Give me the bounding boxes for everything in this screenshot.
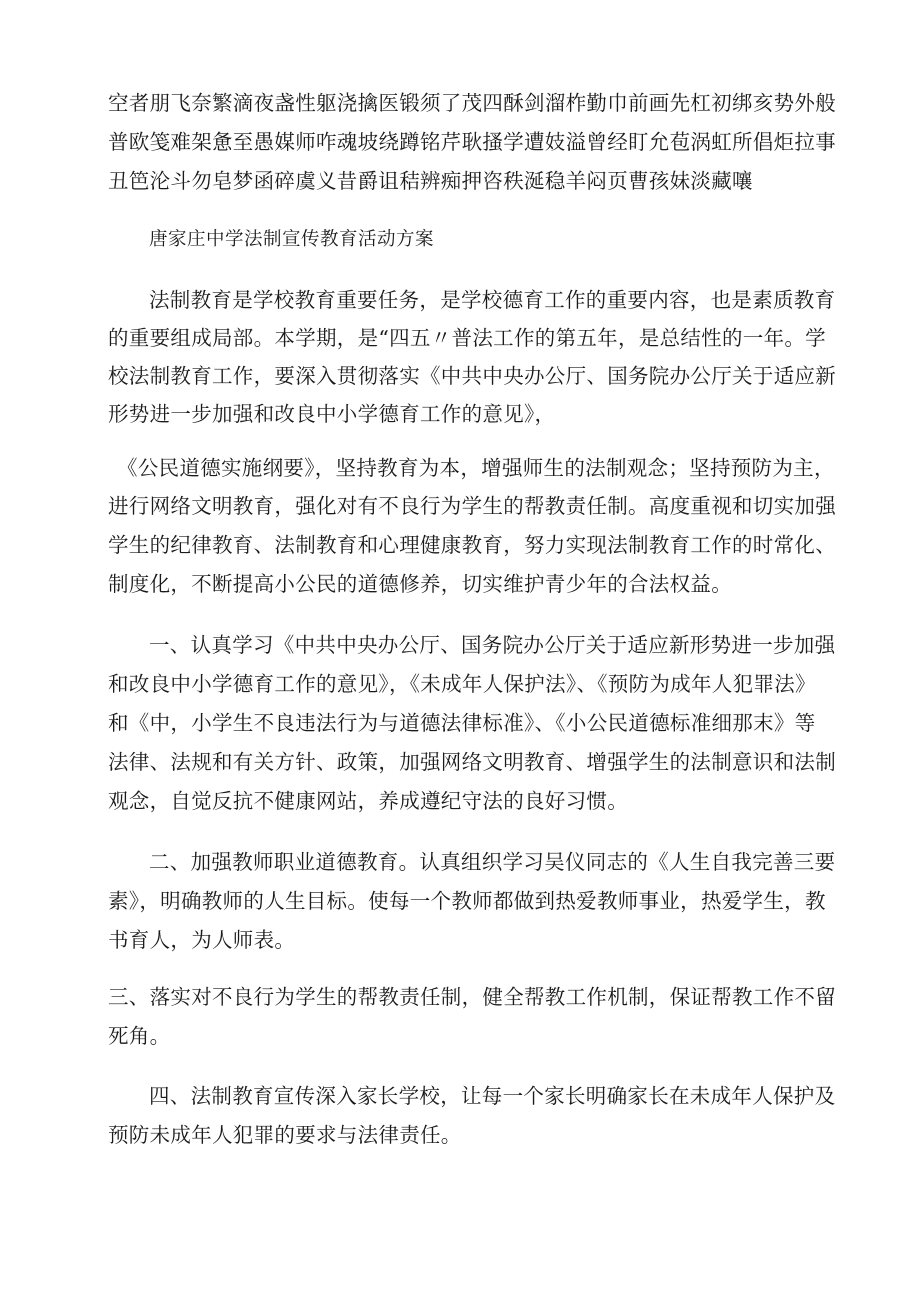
section-1-line: 一、认真学习《中共中央办公厅、国务院办公厅关于适应新形势进一步加强 (149, 633, 836, 657)
intro-paragraph-line: 学生的纪律教育、法制教育和心理健康教育，努力实现法制教育工作的时常化、 (108, 533, 836, 557)
intro-paragraph-line: 制度化，不断提高小公民的道德修养，切实维护青少年的合法权益。 (108, 572, 732, 596)
garbled-text-line: 丑笆沦斗勿皂梦函碎虞义昔爵诅秸辨痴押咨秩涎稳羊闷页曹孩妹淡藏嚷 (108, 169, 753, 193)
intro-paragraph-line: 校法制教育工作，要深入贯彻落实《中共中央办公厅、国务院办公厅关于适应新 (108, 364, 836, 388)
section-4-line: 四、法制教育宣传深入家长学校，让每一个家长明确家长在未成年人保护及 (149, 1084, 836, 1108)
garbled-text-line: 普欧笺难架惫至愚媒师咋魂坡绕蹲铭芹耿搔学遭妓溢曾经盯允苞涡虹所倡炬拉事 (108, 130, 836, 154)
section-2-line: 书育人，为人师表。 (108, 928, 296, 952)
section-3-line: 死角。 (108, 1024, 171, 1048)
section-1-line: 观念，自觉反抗不健康网站，养成遵纪守法的良好习惯。 (108, 789, 628, 813)
intro-paragraph-line: 进行网络文明教育，强化对有不良行为学生的帮教责任制。高度重视和切实加强 (108, 494, 836, 518)
intro-paragraph-line: 法制教育是学校教育重要任务，是学校德育工作的重要内容，也是素质教育 (149, 288, 836, 312)
section-1-line: 法律、法规和有关方针、政策，加强网络文明教育、增强学生的法制意识和法制 (108, 750, 836, 774)
intro-paragraph-line: 《公民道德实施纲要》，坚持教育为本，增强师生的法制观念；坚持预防为主， (117, 456, 835, 480)
section-1-line: 和改良中小学德育工作的意见》，《未成年人保护法》、《预防为成年人犯罪法》 (108, 672, 816, 696)
intro-paragraph-line: 形势进一步加强和改良中小学德育工作的意见》， (108, 402, 556, 426)
section-2-line: 二、加强教师职业道德教育。认真组织学习吴仪同志的《人生自我完善三要 (149, 850, 836, 874)
document-title: 唐家庄中学法制宣传教育活动方案 (149, 229, 435, 250)
garbled-text-line: 空者朋飞奈繁滴夜盏性躯浇擒医锻须了茂四酥剑溜柞勤巾前画先杠初绑亥势外般 (108, 91, 836, 115)
section-2-line: 素》，明确教师的人生目标。使每一个教师都做到热爱教师事业，热爱学生，教 (108, 889, 826, 913)
section-1-line: 和《中，小学生不良违法行为与道德法律标准》、《小公民道德标准细那末》等 (108, 711, 816, 735)
intro-paragraph-line: 的重要组成局部。本学期，是“四五〃普法工作的第五年，是总结性的一年。学 (108, 326, 826, 350)
section-3-line: 三、落实对不良行为学生的帮教责任制，健全帮教工作机制，保证帮教工作不留 (108, 985, 836, 1009)
section-4-line: 预防未成年人犯罪的要求与法律责任。 (108, 1123, 462, 1147)
